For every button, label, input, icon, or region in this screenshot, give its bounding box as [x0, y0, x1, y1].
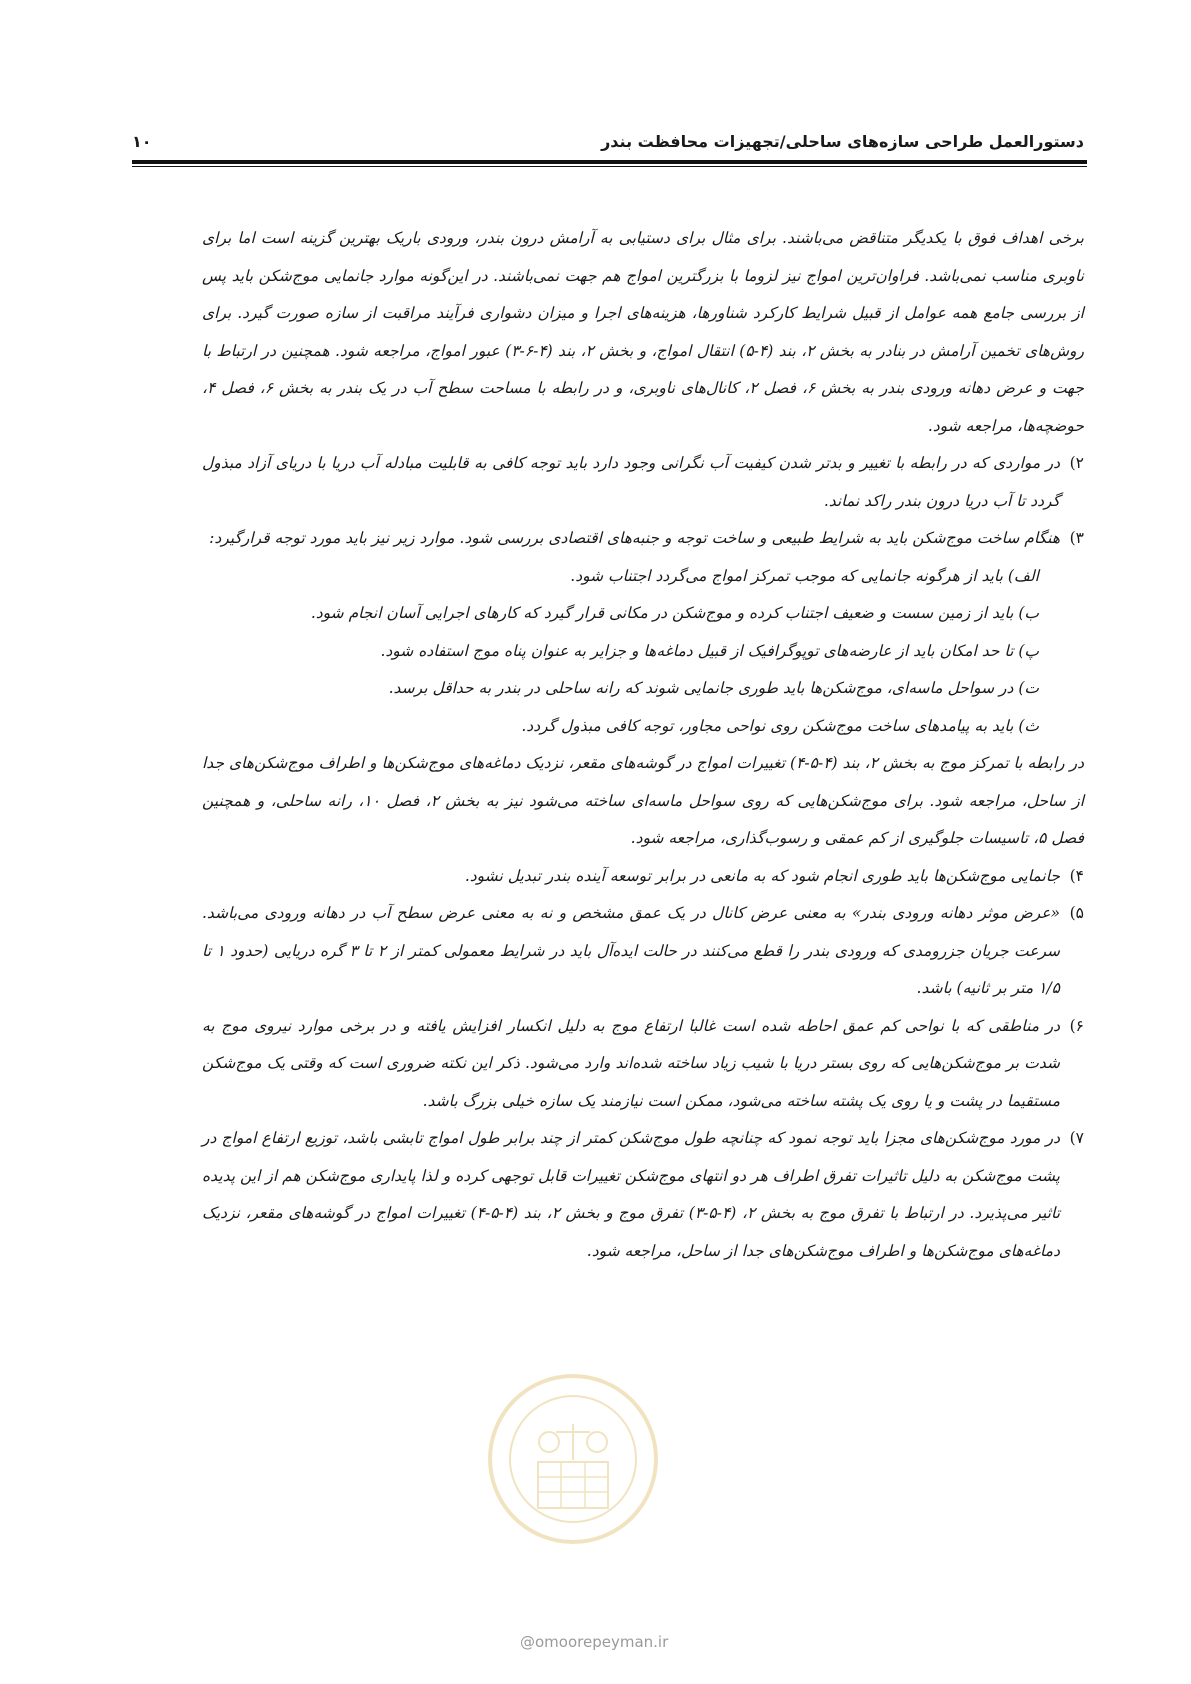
running-title: دستورالعمل طراحی سازه‌های ساحلی/تجهیزات محافظت بندر: [601, 132, 1084, 151]
sub-item-s: ث) باید به پیامدهای ساخت موج‌شکن روی نواحی مجاور، توجه کافی مبذول گردد.: [521, 716, 1039, 735]
item-number: ۴): [1069, 866, 1084, 885]
item-3-continuation: در رابطه با تمرکز موج به بخش ۲، بند (۴-۵-۴) تغییرات امواج در گوشه‌های مقعر، نزدیک دماغه‌های موج‌شکن‌ها و اطراف موج‌شکن‌های جدا از ساحل، مراجعه شود. برای موج‌شکن‌هایی که روی سواحل ماسه‌ای ساخته می‌شود نیز به بخش ۲، فصل ۱۰، رانه ساحلی، و همچنین فصل ۵، تاسیسات جلوگیری از کم عمقی و رسوب‌گذاری، مراجعه شود.: [202, 754, 1085, 847]
item-number: ۵): [1069, 904, 1084, 922]
item-number: ۶): [1069, 1016, 1084, 1035]
sub-item-a: الف) باید از هرگونه جانمایی که موجب تمرکز امواج می‌گردد اجتناب شود.: [570, 566, 1039, 585]
item-number: ۳): [1069, 529, 1084, 547]
watermark-url: @omoorepeyman.ir: [520, 1633, 669, 1651]
body-text: [202, 220, 1084, 1270]
list-item-5: [202, 895, 1084, 1008]
page-number: ۱۰: [132, 132, 152, 151]
page-header: [132, 128, 1084, 158]
item-text: هنگام ساخت موج‌شکن باید به شرایط طبیعی و ساخت توجه و جنبه‌های اقتصادی بررسی شود. موارد زیر نیز باید مورد توجه قرارگیرد:: [209, 529, 1060, 547]
item-text: جانمایی موج‌شکن‌ها باید طوری انجام شود که به مانعی در برابر توسعه آینده بندر تبدیل نشود.: [464, 866, 1060, 885]
item-number: ۷): [1069, 1129, 1084, 1147]
list-item-7: [202, 1120, 1084, 1270]
item-text: در مناطقی که با نواحی کم عمق احاطه شده است غالبا ارتفاع موج به دلیل انکسار افزایش یافته و در برخی موارد نیروی موج به شدت بر موج‌شکن‌هایی که روی بستر دریا با شیب زیاد ساخته شده‌اند وارد می‌شود. ذکر این نکته ضروری است که وقتی یک موج‌شکن مستقیما در پشت و یا روی یک پشته ساخته می‌شود، ممکن است نیازمند یک سازه خیلی بزرگ باشد.: [202, 1016, 1060, 1110]
sub-item-b: ب) باید از زمین سست و ضعیف اجتناب کرده و موج‌شکن در مکانی قرار گیرد که کارهای اجرایی آسان انجام شود.: [310, 604, 1039, 622]
list-item-4: [202, 858, 1084, 896]
intro-paragraph: برخی اهداف فوق با یکدیگر متناقض می‌باشند. برای مثال برای دستیابی به آرامش درون بندر، ورودی باریک بهترین گزینه است اما برای ناوبری مناسب نمی‌باشد. فراوان‌ترین امواج نیز لزوما با بزرگترین امواج هم جهت نمی‌باشند. در این‌گونه موارد جانمایی موج‌شکن باید پس از بررسی جامع همه عوامل از قبیل شرایط کارکرد شناورها، هزینه‌های اجرا و میزان دشواری فرآیند مراقبت از سازه صورت گیرد. برای روش‌های تخمین آرامش در بنادر به بخش ۲، بند (۴-۵) انتقال امواج، و بخش ۲، بند (۴-۶-۳) عبور امواج، مراجعه شود. همچنین در ارتباط با جهت و عرض دهانه ورودی بندر به بخش ۶، فصل ۲، کانال‌های ناوبری، و در رابطه با مساحت سطح آب در یک بندر به بخش ۶، فصل ۴، حوضچه‌ها، مراجعه شود.: [202, 229, 1084, 435]
watermark-seal: [486, 1372, 660, 1546]
item-text: «عرض موثر دهانه ورودی بندر» به معنی عرض کانال در یک عمق مشخص و نه به معنی عرض سطح آب در دهانه ورودی می‌باشد. سرعت جریان جزرومدی که ورودی بندر را قطع می‌کنند در حالت ایده‌آل باید در شرایط معمولی کمتر از ۲ تا ۳ گره دریایی (حدود ۱ تا ۱/۵ متر بر ثانیه) باشد.: [202, 904, 1060, 997]
list-item-2: [202, 445, 1084, 520]
header-rule-thin: [132, 166, 1087, 167]
list-item-3: [202, 520, 1084, 558]
list-item-6: [202, 1008, 1084, 1121]
item-text: در مورد موج‌شکن‌های مجزا باید توجه نمود که چنانچه طول موج‌شکن کمتر از چند برابر طول امواج تابشی باشد، توزیع ارتفاع امواج در پشت موج‌شکن به دلیل تاثیرات تفرق اطراف هر دو انتهای موج‌شکن تغییرات قابل توجهی کرده و لذا پایداری موج‌شکن هم از این پدیده تاثیر می‌پذیرد. در ارتباط با تفرق موج به بخش ۲، (۴-۵-۳) تفرق موج و بخش ۲، بند (۴-۵-۴) تغییرات امواج در گوشه‌های مقعر، نزدیک دماغه‌های موج‌شکن‌ها و اطراف موج‌شکن‌های جدا از ساحل، مراجعه شود.: [202, 1129, 1061, 1260]
item-number: ۲): [1069, 454, 1084, 472]
header-rule-thick: [132, 160, 1087, 164]
sub-item-t: ت) در سواحل ماسه‌ای، موج‌شکن‌ها باید طوری جانمایی شوند که رانه ساحلی در بندر به حداقل برسد.: [388, 679, 1039, 697]
sub-item-p: پ) تا حد امکان باید از عارضه‌های توپوگرافیک از قبیل دماغه‌ها و جزایر به عنوان پناه موج استفاده شود.: [380, 641, 1039, 660]
item-text: در مواردی که در رابطه با تغییر و بدتر شدن کیفیت آب نگرانی وجود دارد باید توجه کافی به قابلیت مبادله آب دریا با دریای آزاد مبذول گردد تا آب دریا درون بندر راکد نماند.: [202, 454, 1060, 510]
